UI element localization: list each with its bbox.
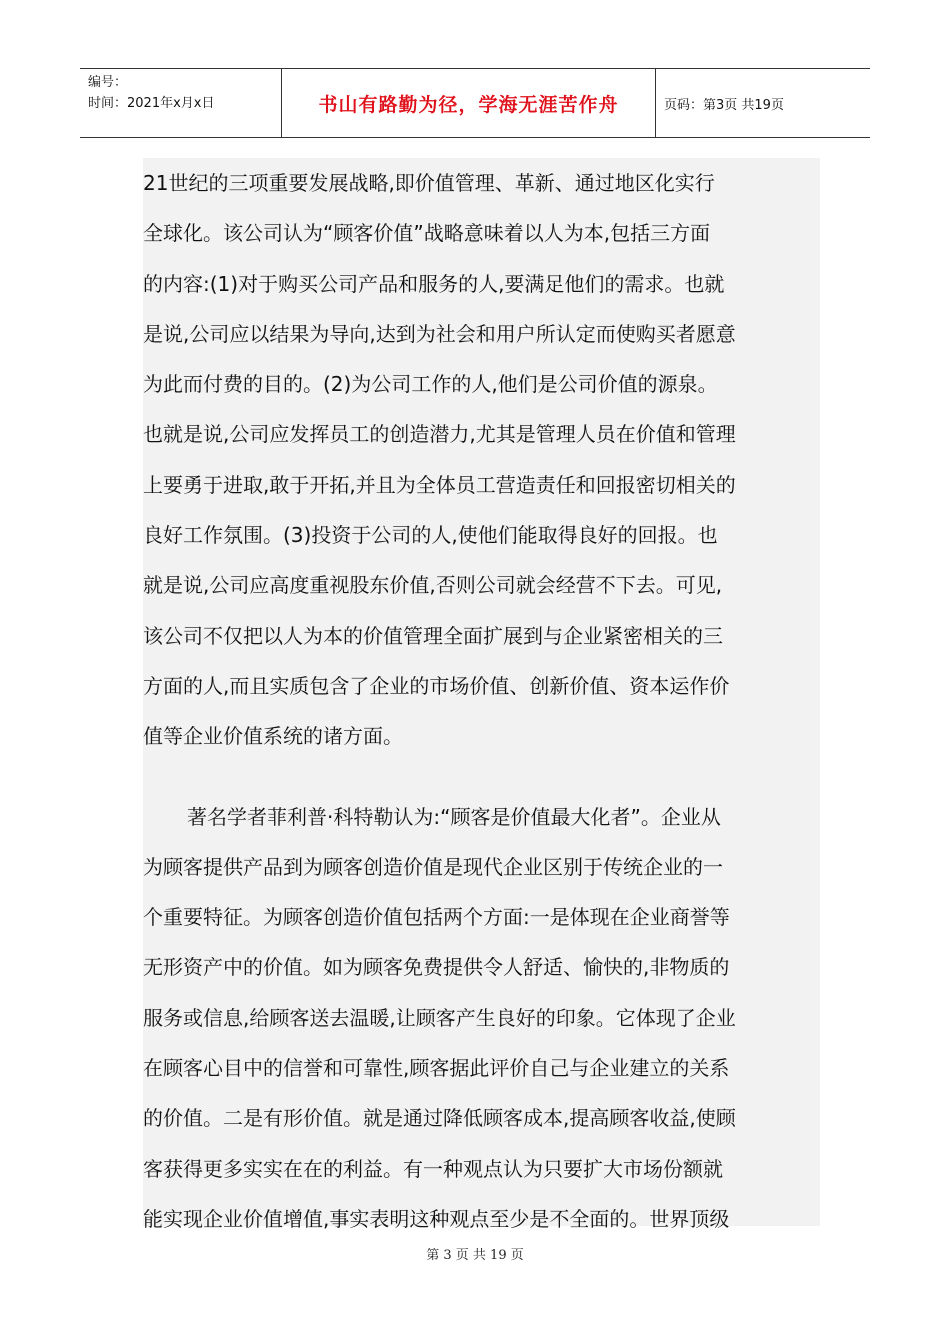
text-line: 是说,公司应以结果为导向,达到为社会和用户所认定而使购买者愿意 bbox=[143, 321, 736, 346]
header-meta bbox=[80, 69, 282, 137]
text-line: 客获得更多实实在在的利益。有一种观点认为只要扩大市场份额就 bbox=[143, 1156, 723, 1181]
header-table bbox=[80, 68, 870, 138]
document-body bbox=[143, 158, 820, 1231]
text-line: 上要勇于进取,敢于开拓,并且为全体员工营造责任和回报密切相关的 bbox=[143, 472, 736, 497]
text-line: 的价值。二是有形价值。就是通过降低顾客成本,提高顾客收益,使顾 bbox=[143, 1106, 736, 1131]
text-line: 服务或信息,给顾客送去温暖,让顾客产生良好的印象。它体现了企业 bbox=[143, 1005, 736, 1030]
text-line: 个重要特征。为顾客创造价值包括两个方面:一是体现在企业商誉等 bbox=[143, 905, 730, 930]
text-line: 为顾客提供产品到为顾客创造价值是现代企业区别于传统企业的一 bbox=[143, 854, 723, 879]
text-line: 全球化。该公司认为“顾客价值”战略意味着以人为本,包括三方面 bbox=[143, 221, 711, 246]
header-page-info: 页码：第3页 共19页 bbox=[664, 97, 784, 113]
text-line: 方面的人,而且实质包含了企业的市场价值、创新价值、资本运作价 bbox=[143, 673, 730, 698]
date-label: 时间：2021年x月x日 bbox=[88, 96, 215, 111]
text-line: 为此而付费的目的。(2)为公司工作的人,他们是公司价值的源泉。 bbox=[143, 372, 718, 397]
text-line: 在顾客心目中的信誉和可靠性,顾客据此评价自己与企业建立的关系 bbox=[143, 1056, 730, 1081]
text-line: 能实现企业价值增值,事实表明这种观点至少是不全面的。世界顶级 bbox=[143, 1206, 730, 1231]
header-motto: 书山有路勤为径，学海无涯苦作舟 bbox=[282, 69, 656, 137]
page-footer: 第 3 页 共 19 页 bbox=[426, 1248, 524, 1263]
text-line: 也就是说,公司应发挥员工的创造潜力,尤其是管理人员在价值和管理 bbox=[143, 422, 736, 447]
text-line: 值等企业价值系统的诸方面。 bbox=[143, 724, 403, 749]
text-line: 该公司不仅把以人为本的价值管理全面扩展到与企业紧密相关的三 bbox=[143, 623, 723, 648]
text-line: 著名学者菲利普·科特勒认为:“顾客是价值最大化者”。企业从 bbox=[187, 804, 721, 829]
text-line: 良好工作氛围。(3)投资于公司的人,使他们能取得良好的回报。也 bbox=[143, 523, 718, 548]
paragraph-1 bbox=[143, 158, 820, 762]
text-line: 的内容:(1)对于购买公司产品和服务的人,要满足他们的需求。也就 bbox=[143, 271, 725, 296]
text-line: 21世纪的三项重要发展战略,即价值管理、革新、通过地区化实行 bbox=[143, 171, 715, 195]
text-line: 就是说,公司应高度重视股东价值,否则公司就会经营不下去。可见, bbox=[143, 573, 723, 598]
text-line: 无形资产中的价值。如为顾客免费提供令人舒适、愉快的,非物质的 bbox=[143, 955, 730, 980]
serial-label: 编号： bbox=[88, 75, 128, 90]
paragraph-2 bbox=[143, 792, 820, 1245]
